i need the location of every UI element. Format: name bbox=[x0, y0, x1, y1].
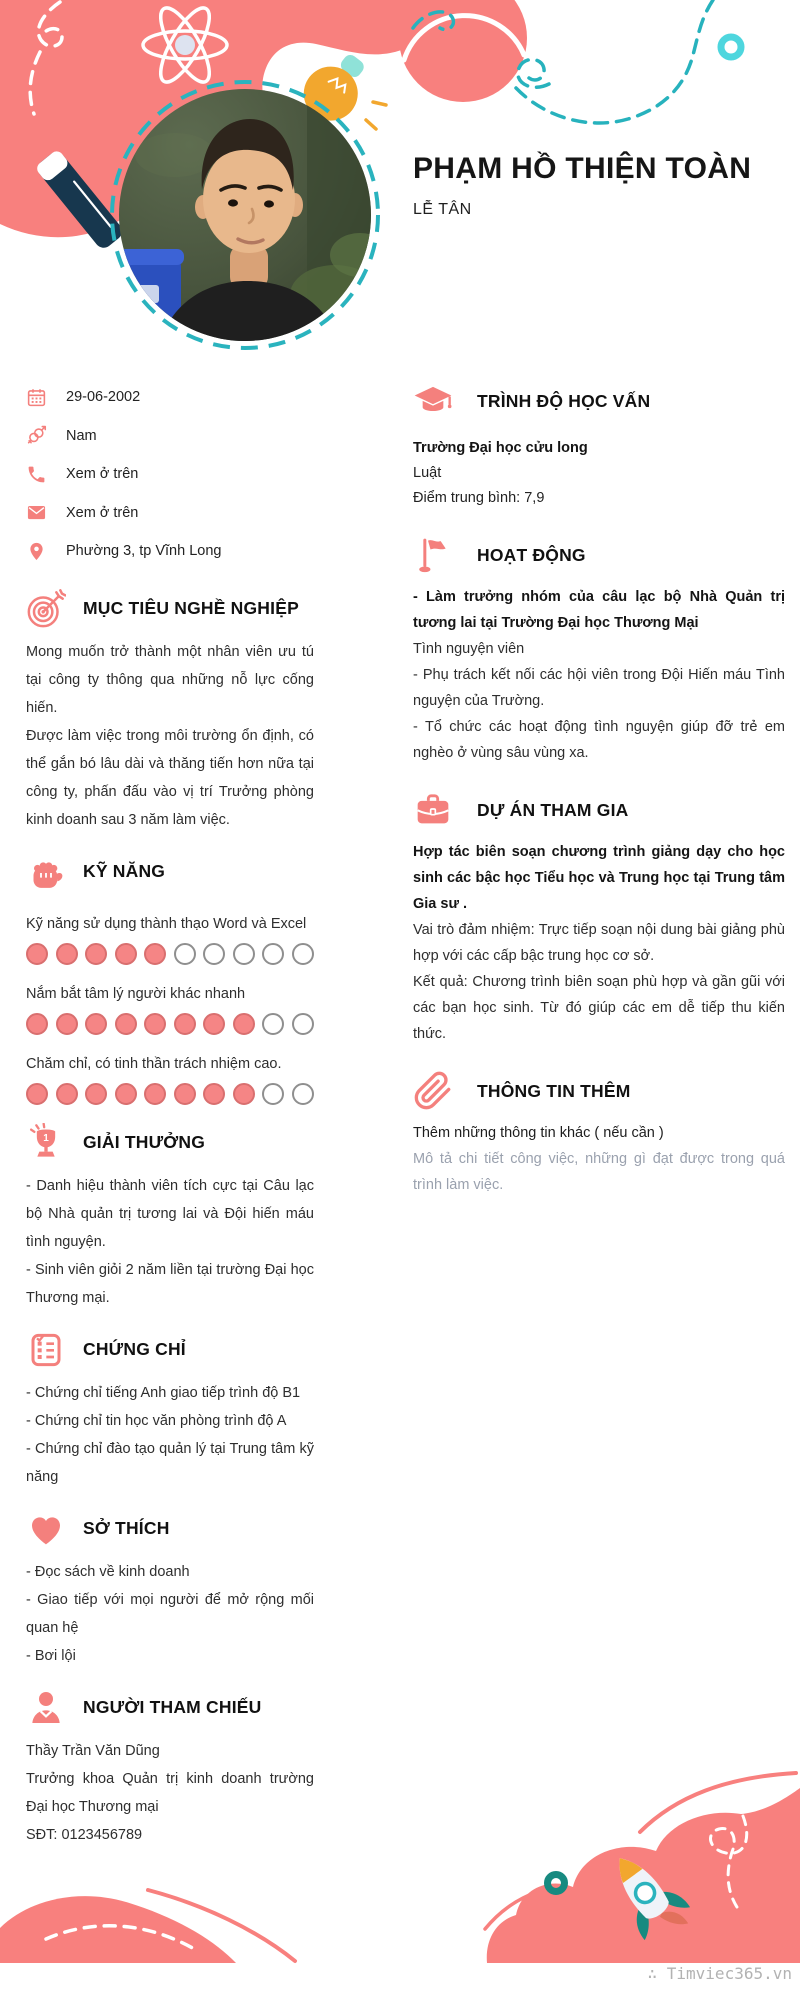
skill-dot-filled bbox=[233, 1013, 255, 1035]
skill-dot-filled bbox=[115, 943, 137, 965]
skill-dot-empty bbox=[174, 943, 196, 965]
contact-item bbox=[26, 417, 314, 456]
text-line: Mong muốn trở thành một nhân viên ưu tú tại công ty thông qua những nỗ lực cống hiến. bbox=[26, 643, 314, 716]
text-line: - Phụ trách kết nối các hội viên trong Đội Hiến máu Tình nguyện của Trường. bbox=[413, 667, 785, 709]
section-header bbox=[26, 1120, 314, 1166]
cooler-prop bbox=[118, 249, 184, 355]
gender-icon bbox=[26, 425, 47, 446]
skill-dot-filled bbox=[144, 1013, 166, 1035]
skill-dot-filled bbox=[26, 943, 48, 965]
section-header bbox=[413, 378, 785, 424]
target-icon bbox=[26, 589, 66, 629]
section-title: THÔNG TIN THÊM bbox=[477, 1080, 631, 1101]
skill-dot-filled bbox=[174, 1013, 196, 1035]
section-header bbox=[26, 1327, 314, 1373]
contact-item bbox=[26, 455, 314, 494]
skill-dot-filled bbox=[144, 943, 166, 965]
education-entry bbox=[413, 436, 785, 511]
skill-dot-filled bbox=[203, 1013, 225, 1035]
text-line: - Sinh viên giỏi 2 năm liền tại trường Đại học Thương mại. bbox=[26, 1261, 314, 1306]
skill-dot-empty bbox=[292, 943, 314, 965]
teal-ring-icon bbox=[721, 37, 741, 57]
skill-dot-empty bbox=[262, 943, 284, 965]
awards-text bbox=[26, 1172, 314, 1312]
contact-text: Xem ở trên bbox=[66, 466, 139, 483]
certificates-text bbox=[26, 1379, 314, 1491]
graduation-cap-icon bbox=[413, 381, 453, 421]
project-details bbox=[413, 917, 785, 1047]
skill-dot-filled bbox=[174, 1083, 196, 1105]
skill-dot-filled bbox=[115, 1083, 137, 1105]
profile-photo bbox=[105, 75, 385, 355]
skill-label: Nắm bắt tâm lý người khác nhanh bbox=[26, 985, 246, 1002]
section-more-info bbox=[413, 1068, 785, 1198]
skill-level-dots bbox=[26, 1013, 314, 1035]
section-header bbox=[26, 586, 314, 632]
contact-list bbox=[26, 378, 314, 571]
skill-dot-filled bbox=[144, 1083, 166, 1105]
heart-icon bbox=[26, 1509, 66, 1549]
contact-text: 29-06-2002 bbox=[66, 389, 141, 406]
text-line: - Tổ chức các hoạt động tình nguyện giúp đỡ trẻ em nghèo ở vùng sâu vùng xa. bbox=[413, 719, 785, 761]
contact-text: Xem ở trên bbox=[66, 504, 139, 521]
section-education bbox=[413, 378, 785, 511]
section-header bbox=[413, 787, 785, 833]
watermark: ∴ Timviec365.vn bbox=[647, 1964, 792, 1983]
text-line: - Đọc sách về kinh doanh bbox=[26, 1563, 190, 1580]
section-awards bbox=[26, 1120, 314, 1312]
section-header bbox=[26, 1506, 314, 1552]
project-title: Hợp tác biên soạn chương trình giảng dạy cho học sinh các bậc học Tiểu học và Trung học tại Trung tâm Gia sư . bbox=[413, 844, 785, 912]
section-header bbox=[413, 532, 785, 578]
skill-dot-empty bbox=[292, 1083, 314, 1105]
text-line: Thầy Trần Văn Dũng bbox=[26, 1742, 160, 1759]
skill-dot-empty bbox=[233, 943, 255, 965]
skill-dot-filled bbox=[115, 1013, 137, 1035]
right-column bbox=[413, 378, 785, 1198]
candidate-name: PHẠM HỒ THIỆN TOÀN bbox=[413, 152, 752, 185]
section-title: DỰ ÁN THAM GIA bbox=[477, 799, 629, 820]
more-info-text bbox=[413, 1120, 785, 1198]
mail-icon bbox=[26, 502, 47, 523]
contact-item bbox=[26, 378, 314, 417]
flag-icon bbox=[413, 535, 453, 575]
skill-dot-filled bbox=[203, 1083, 225, 1105]
contact-item bbox=[26, 494, 314, 533]
calendar-icon bbox=[26, 387, 47, 408]
gpa: Điểm trung bình: 7,9 bbox=[413, 490, 545, 506]
more-info-label: Thêm những thông tin khác ( nếu cần ) bbox=[413, 1125, 664, 1141]
job-title: LỄ TÂN bbox=[413, 201, 472, 218]
skills-list bbox=[26, 910, 314, 1105]
objective-text bbox=[26, 638, 314, 834]
skill-dot-filled bbox=[56, 943, 78, 965]
section-skills bbox=[26, 849, 314, 1105]
section-title: KỸ NĂNG bbox=[83, 861, 166, 881]
skill-level-dots bbox=[26, 1083, 314, 1105]
skill-dot-empty bbox=[292, 1013, 314, 1035]
projects-text bbox=[413, 839, 785, 1047]
checklist-icon bbox=[26, 1330, 66, 1370]
contact-text: Phường 3, tp Vĩnh Long bbox=[66, 543, 222, 560]
text-line: - Chứng chỉ tiếng Anh giao tiếp trình độ B1 bbox=[26, 1384, 301, 1401]
svg-text:1: 1 bbox=[43, 1132, 49, 1144]
phone-icon bbox=[26, 464, 47, 485]
skill-dot-filled bbox=[85, 1013, 107, 1035]
major: Luật bbox=[413, 465, 442, 481]
trophy-icon bbox=[26, 1123, 66, 1163]
activity-details bbox=[413, 636, 785, 766]
text-line: Tình nguyện viên bbox=[413, 641, 525, 657]
activity-role: - Làm trưởng nhóm của câu lạc bộ Nhà Quản trị tương lai tại Trường Đại học Thương Mại bbox=[413, 589, 785, 631]
contact-item bbox=[26, 532, 314, 571]
text-line: - Chứng chỉ đào tạo quản lý tại Trung tâm kỹ năng bbox=[26, 1440, 314, 1485]
bottom-decoration bbox=[0, 1640, 800, 1990]
skill-dot-empty bbox=[262, 1083, 284, 1105]
text-line: - Bơi lội bbox=[26, 1647, 76, 1664]
section-title: HOẠT ĐỘNG bbox=[477, 544, 586, 565]
text-line: - Chứng chỉ tin học văn phòng trình độ A bbox=[26, 1412, 287, 1429]
paperclip-icon bbox=[413, 1071, 453, 1111]
skill-dot-filled bbox=[85, 943, 107, 965]
text-line: Vai trò đảm nhiệm: Trực tiếp soạn nội dung bài giảng phù hợp với các cấp bậc trung học cơ sở. bbox=[413, 922, 785, 964]
section-title: TRÌNH ĐỘ HỌC VẤN bbox=[477, 390, 651, 411]
skill-dot-empty bbox=[203, 943, 225, 965]
section-title: CHỨNG CHỈ bbox=[83, 1339, 186, 1359]
contact-text: Nam bbox=[66, 427, 97, 444]
briefcase-icon bbox=[413, 790, 453, 830]
profile-photo-image bbox=[105, 75, 385, 355]
section-certificates bbox=[26, 1327, 314, 1491]
teal-ring-icon bbox=[548, 1875, 565, 1892]
skill-level-dots bbox=[26, 943, 314, 965]
skill-dot-empty bbox=[262, 1013, 284, 1035]
skill-label: Chăm chỉ, có tinh thần trách nhiệm cao. bbox=[26, 1055, 282, 1072]
more-info-placeholder: Mô tả chi tiết công việc, những gì đạt được trong quá trình làm việc. bbox=[413, 1151, 785, 1193]
location-icon bbox=[26, 541, 47, 562]
text-line: SĐT: 0123456789 bbox=[26, 1826, 143, 1843]
section-projects bbox=[413, 787, 785, 1047]
skill-label: Kỹ năng sử dụng thành thạo Word và Excel bbox=[26, 915, 307, 932]
text-line: - Giao tiếp với mọi người để mở rộng mối quan hệ bbox=[26, 1591, 314, 1636]
section-activities bbox=[413, 532, 785, 766]
skill-dot-filled bbox=[85, 1083, 107, 1105]
section-title: GIẢI THƯỞNG bbox=[83, 1132, 206, 1152]
section-title: MỤC TIÊU NGHỀ NGHIỆP bbox=[83, 598, 299, 618]
text-line: - Danh hiệu thành viên tích cực tại Câu lạc bộ Nhà quản trị tương lai và Đội hiến máu tình nguyện. bbox=[26, 1177, 314, 1250]
skill-dot-filled bbox=[26, 1013, 48, 1035]
section-header bbox=[26, 849, 314, 895]
name-block bbox=[413, 150, 785, 219]
activities-text bbox=[413, 584, 785, 766]
section-header bbox=[413, 1068, 785, 1114]
skill-dot-filled bbox=[26, 1083, 48, 1105]
skill-dot-filled bbox=[56, 1083, 78, 1105]
text-line: Kết quả: Chương trình biên soạn phù hợp và gần gũi với các bạn học sinh. Từ đó giúp các em dễ tiếp thu kiến thức. bbox=[413, 974, 785, 1042]
text-line: Trưởng khoa Quản trị kinh doanh trường Đại học Thương mại bbox=[26, 1770, 314, 1815]
left-column bbox=[26, 378, 314, 1849]
hand-icon bbox=[26, 852, 66, 892]
skill-dot-filled bbox=[233, 1083, 255, 1105]
text-line: Được làm việc trong môi trường ổn định, có thể gắn bó lâu dài và thăng tiến hơn nữa tại công ty, phấn đấu vào vị trí Trưởng phòng kinh doanh sau 3 năm làm việc. bbox=[26, 727, 314, 828]
skill-dot-filled bbox=[56, 1013, 78, 1035]
school-name: Trường Đại học cửu long bbox=[413, 440, 588, 456]
section-title: SỞ THÍCH bbox=[83, 1518, 170, 1538]
section-title: NGƯỜI THAM CHIẾU bbox=[83, 1697, 262, 1717]
section-objective bbox=[26, 586, 314, 834]
